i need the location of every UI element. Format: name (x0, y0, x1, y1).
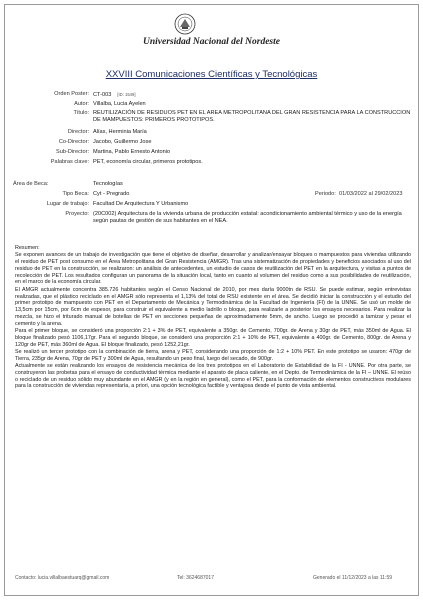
abstract-paragraph-4: Se realizó un tercer prototipo con la combinación de tierra, arena y PET, considerando una proporción de 1:2 + 10% PET. En este prototipo se usaron: 470gr de Tierra, 235gr de Arena, 70gr de PET y 300ml de Agua, resultando un peso final, luego del secado, de 900gr. (15, 348, 411, 362)
abstract-paragraph-3: Para el primer bloque, se consideró una proporción 2:1 + 3% de PET, equivalente a 350gr. de Cemento, 700gr. de Arena y 30gr de PET, más 350ml de Agua. El bloque finalizado pesó 1106,17gr. Para el segundo bloque, se consideró una proporción 2:1 + 10% de PET, equivalente a 400gr. de Cemento, 800gr. de Arena y 120gr de PET, más 360ml de Agua. El bloque finalizado, pesó 1252,21gr. (15, 328, 411, 348)
abstract-heading: Resumen: (15, 245, 40, 251)
autor-value: Villalba, Lucia Ayelen (93, 101, 146, 107)
contact-email: Contacto: lucia.villalbaestuarq@gmail.com (15, 575, 110, 581)
abstract-paragraph-5: Actualmente se están realizando los ensayos de resistencia mecánica de los tres prototipos en el Laboratorio de Estabilidad de la FI - UNNE. Por otra parte, se construyeron las probetas para el ensayo de conductividad térmica mediante el aparato de placa caliente, en el Depto. de Termodinámica de la FI – UNNE. El reúso o reciclado de un residuo sólido muy abundante en el AMGR (y en la región en general), como el PET, para la conformación de elementos constructivos modulares para la construcción de viviendas representaría, a priori, una opción tecnológica factible y ventajosa desde el punto de vista ambiental. (15, 363, 411, 390)
director-label: Director: (67, 129, 89, 135)
proyecto-value: (20C002) Arquitectura de la vivienda urbana de producción estatal: acondicionamiento ambiental térmico y uso de la energía según pautas de gestión de sus habitantes en el NEA. (93, 211, 402, 225)
generated-timestamp: Generado el 11/12/2023 a las 11:59 (313, 575, 393, 581)
periodo-label: Periodo: (315, 191, 336, 197)
lugar-trabajo-label: Lugar de trabajo: (46, 201, 89, 207)
subdirector-label: Sub-Director: (56, 149, 89, 155)
director-value: Alías, Herminia María (93, 129, 147, 135)
beca-metadata (9, 181, 413, 241)
titulo-label: Título: (73, 110, 89, 116)
proyecto-label: Proyecto: (65, 211, 89, 217)
tipo-beca-label: Tipo Beca: (62, 191, 89, 197)
abstract-paragraph-2: El AMGR actualmente concentra 385.726 habitantes según el Censo Nacional de 2010, por mes daría 9000tn de RSU. Se puede estimar, según entrevistas realizadas, que el plástico reciclado en el AMGR sólo representa el 1,13% del total de RSU existente en el área. Se decidió iniciar la construcción y el estudio del primer prototipo de mampuesto con PET en el Departamento de Mecánica y Termodinámica de la Facultad de Ingeniería (FI) de la UNNE. Se usó un molde de 13,5cm por 15cm, por 6cm de espesor, para construir el equivalente a medio ladrillo o bloque, para realizarle a posterior los ensayos necesarios. Para realizar la mezcla, se hizo el triturado manual de botellas de PET en secciones pequeñas de aproximadamente 5mm, de ancho. Luego se procedió a tamizar y pesar el cemento y la arena. (15, 286, 411, 327)
area-beca-label: Área de Beca: (13, 181, 49, 187)
header (5, 13, 418, 59)
area-beca-value: Tecnologías (93, 181, 123, 187)
orden-poster-label: Orden Poster: (54, 91, 89, 97)
subdirector-value: Martina, Pablo Ernesto Antonio (93, 149, 171, 155)
palabras-clave-label: Palabras clave: (50, 159, 89, 165)
contact-phone: Tel: 3624687017 (177, 575, 214, 581)
palabras-clave-value: PET, economía circular, primeros prototipos. (93, 159, 203, 165)
poster-id: [ID: 1549] (117, 92, 136, 97)
abstract-paragraph-1: Se exponen avances de un trabajo de investigación que tiene el objetivo de diseñar, desarrollar y analizar/ensayar bloques o mampuestos para viviendas utilizando el residuo de PET post consumo en el Área Metropolitana del Gran Resistencia (AMGR). Tras una sistematización de propiedades y beneficios asociados al uso del residuo de PET en la construcción, se realizaron: un análisis de antecedentes, un estudio de casos de reutilización del PET en la arquitectura, y visitas a puntos de recolección de PET. Los resultados configuran un panorama de la situación local, tanto en cuanto al volumen del residuo como a sus posibilidades de reutilización, en el marco de la economía circular. (15, 252, 411, 286)
codirector-label: Co-Director: (58, 139, 89, 145)
orden-poster-value: CT-003 [ID: 1549] (93, 92, 136, 98)
codirector-value: Jacobo, Guillermo Jose (93, 139, 152, 145)
page-title: XXVIII Comunicaciones Científicas y Tecnológicas (105, 69, 318, 80)
tipo-beca-value: Cyt - Pregrado (93, 191, 130, 197)
university-name: Universidad Nacional del Nordeste (143, 37, 280, 47)
lugar-trabajo-value: Facultad De Arquitectura Y Urbanismo (93, 201, 189, 207)
abstract-section (15, 245, 411, 391)
titulo-value: REUTILIZACIÓN DE RESIDUOS PET EN EL AREA METROPOLITANA DEL GRAN RESISTENCIA PARA LA CONSTRUCCION DE MAMPUESTOS: PRIMEROS PROTOTIPOS. (93, 110, 411, 124)
periodo-value: 01/03/2022 al 29/02/2023 (339, 191, 403, 197)
autor-label: Autor: (74, 101, 89, 107)
document-page (4, 4, 419, 596)
university-seal-icon (174, 13, 196, 35)
